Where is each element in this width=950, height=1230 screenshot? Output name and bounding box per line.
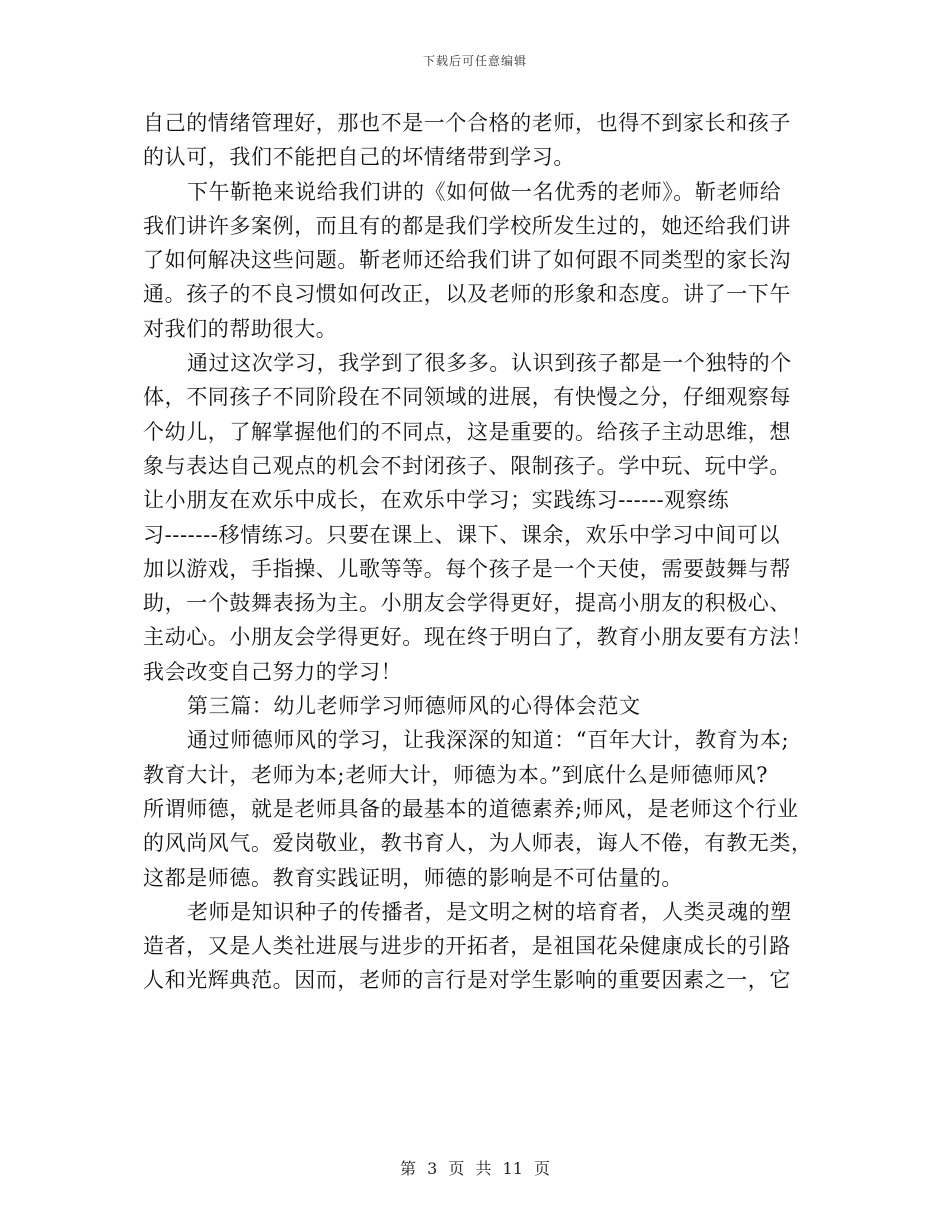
- page-footer: 第 3 页 共 11 页: [400, 1159, 550, 1178]
- text-line: 助，一个鼓舞表扬为主。小朋友会学得更好，提高小朋友的积极心、: [143, 591, 791, 616]
- text-line: 这都是师德。教育实践证明，师德的影响是不可估量的。: [143, 865, 683, 890]
- text-line: 第三篇：幼儿老师学习师德师风的心得体会范文: [187, 694, 641, 719]
- text-line: 造者，又是人类社进展与进步的开拓者，是祖国花朵健康成长的引路: [143, 934, 791, 959]
- text-line: 的认可，我们不能把自己的坏情绪带到学习。: [143, 145, 575, 170]
- text-line: 主动心。小朋友会学得更好。现在终于明白了，教育小朋友要有方法！: [143, 625, 813, 650]
- text-line: 通。孩子的不良习惯如何改正，以及老师的形象和态度。讲了一下午: [143, 282, 791, 307]
- text-line: 人和光辉典范。因而，老师的言行是对学生影响的重要因素之一，它: [143, 968, 791, 993]
- text-line: 自己的情绪管理好，那也不是一个合格的老师，也得不到家长和孩子: [143, 111, 791, 135]
- text-line: 所谓师德，就是老师具备的最基本的道德素养;师风，是老师这个行业: [143, 796, 799, 821]
- text-line: 了如何解决这些问题。靳老师还给我们讲了如何跟不同类型的家长沟: [143, 248, 791, 273]
- text-line: 通过这次学习，我学到了很多多。认识到孩子都是一个独特的个: [187, 351, 792, 376]
- text-line: 体，不同孩子不同阶段在不同领域的进展，有快慢之分，仔细观察每: [143, 385, 791, 410]
- text-line: 下午靳艳来说给我们讲的《如何做一名优秀的老师》。靳老师给: [187, 179, 782, 204]
- text-line: 象与表达自己观点的机会不封闭孩子、限制孩子。学中玩、玩中学。: [143, 453, 791, 478]
- text-line: 让小朋友在欢乐中成长，在欢乐中学习；实践练习------观察练: [143, 488, 730, 513]
- page-header: 下载后可任意编辑: [422, 54, 527, 68]
- text-line: 老师是知识种子的传播者，是文明之树的培育者，人类灵魂的塑: [187, 899, 792, 924]
- text-line: 教育大计，老师为本;老师大计，师德为本。”到底什么是师德师风?: [143, 762, 769, 787]
- text-line: 个幼儿，了解掌握他们的不同点，这是重要的。给孩子主动思维，想: [143, 419, 791, 444]
- text-line: 对我们的帮助很大。: [143, 316, 338, 341]
- text-line: 我会改变自己努力的学习！: [143, 659, 403, 684]
- text-line: 加以游戏，手指操、儿歌等等。每个孩子是一个天使，需要鼓舞与帮: [143, 556, 791, 581]
- document-body: [143, 106, 811, 998]
- text-line: 通过师德师风的学习，让我深深的知道：“百年大计，教育为本;: [187, 728, 790, 753]
- text-line: 习-------移情练习。只要在课上、课下、课余，欢乐中学习中间可以: [143, 522, 781, 547]
- text-line: 的风尚风气。爱岗敬业，教书育人，为人师表，诲人不倦，有教无类，: [143, 831, 813, 856]
- text-line: 我们讲许多案例，而且有的都是我们学校所发生过的，她还给我们讲: [143, 213, 791, 238]
